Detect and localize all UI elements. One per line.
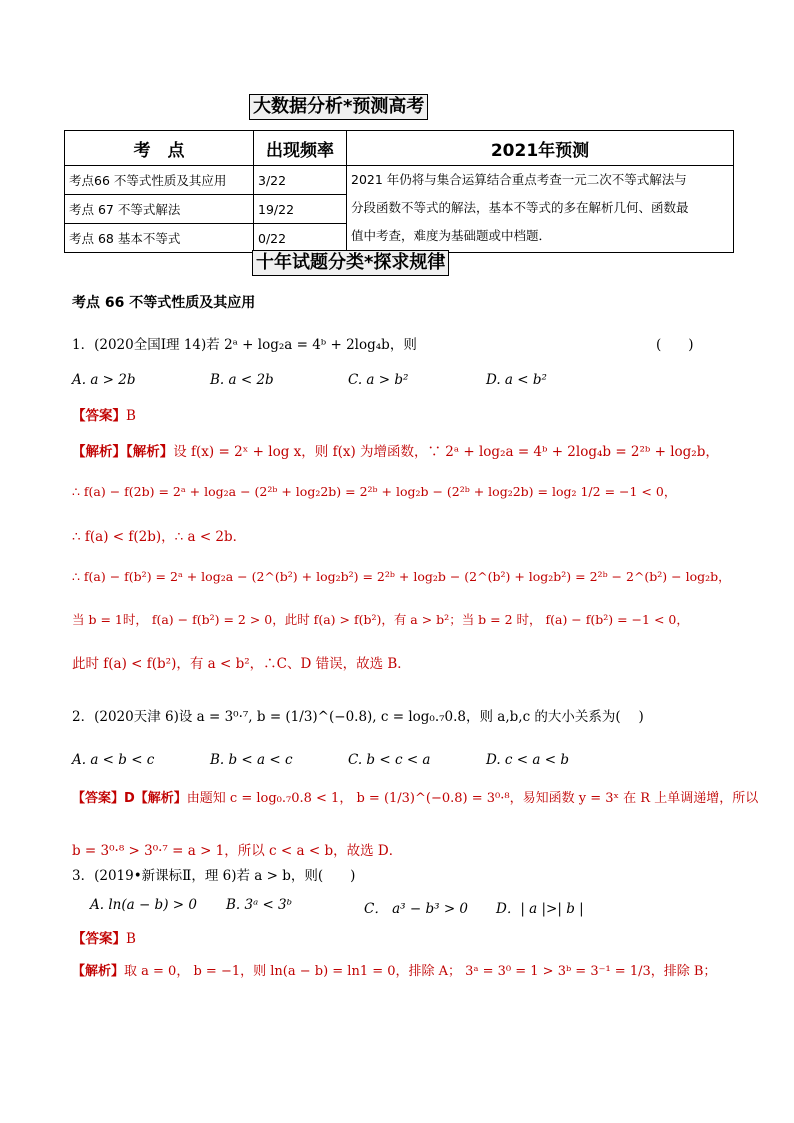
row-frequency: 0/22: [254, 224, 347, 253]
header-frequency: 出现频率: [254, 131, 347, 166]
q1-option-c: C. a > b²: [348, 372, 409, 388]
q2-option-d: D. c < a < b: [486, 752, 569, 768]
q3-option-c: C． a³ − b³ > 0: [364, 901, 469, 917]
prediction-line: 分段函数不等式的解法，基本不等式的多在解析几何、函数最: [351, 200, 689, 215]
q1-option-d: D. a < b²: [486, 372, 547, 388]
q1-analysis-line: 此时 f(a) < f(b²)，有 a < b²，∴C、D 错误，故选 B．: [72, 656, 411, 672]
q2-option-c: C. b < c < a: [348, 752, 431, 768]
analysis-tag: 【解析】: [72, 964, 125, 979]
answer-value: B: [126, 408, 136, 424]
prediction-line: 值中考查，难度为基础题或中档题．: [351, 228, 552, 243]
analysis-tag: 【解析】【解析】: [72, 444, 174, 460]
header-topic: 考 点: [65, 131, 254, 166]
q3-option-a: A. ln(a − b) > 0: [90, 897, 197, 913]
prediction-line: 2021 年仍将与集合运算结合重点考查一元二次不等式解法与: [351, 172, 687, 187]
header-prediction: 2021年预测: [347, 131, 734, 166]
q1-stem: 1．(2020全国Ⅰ理 14)若 2ᵃ + log₂a = 4ᵇ + 2log₄b，则: [72, 337, 417, 353]
table-header-row: [65, 131, 734, 166]
q2-option-b: B. b < a < c: [210, 752, 293, 768]
q1-answer: [72, 404, 136, 424]
q2-option-a: A. a < b < c: [72, 752, 155, 768]
row-topic: 考点66 不等式性质及其应用: [65, 166, 254, 195]
section-title: 考点 66 不等式性质及其应用: [72, 295, 256, 311]
q1-analysis-line: [72, 440, 719, 460]
analysis-text: 取 a = 0， b = −1，则 ln(a − b) = ln1 = 0，排除 A； 3ᵃ = 3⁰ = 1 > 3ᵇ = 3⁻¹ = 1/3，排除 B；: [124, 964, 717, 979]
q1-analysis-line: ∴ f(a) < f(2b)，∴ a < 2b．: [72, 529, 247, 545]
prediction-cell: [347, 166, 734, 253]
row-frequency: 3/22: [254, 166, 347, 195]
banner-subtitle: 十年试题分类*探求规律: [252, 250, 449, 276]
q1-option-a: A. a > 2b: [72, 372, 136, 388]
q2-answer-line: [72, 787, 758, 806]
q1-answer-paren: ( ): [656, 337, 694, 353]
q3-stem: 3．(2019•新课标Ⅱ，理 6)若 a > b，则( ): [72, 868, 356, 884]
row-topic: 考点 68 基本不等式: [65, 224, 254, 253]
q3-analysis-line: [72, 960, 716, 979]
banner-title: 大数据分析*预测高考: [249, 94, 428, 120]
row-topic: 考点 67 不等式解法: [65, 195, 254, 224]
answer-value: B: [126, 931, 136, 947]
q1-analysis-line: 当 b = 1时， f(a) − f(b²) = 2 > 0，此时 f(a) > f(b²)，有 a > b²；当 b = 2 时， f(a) − f(b²) = −1 < 0，: [72, 612, 689, 627]
stats-table: [64, 130, 734, 253]
q2-stem: 2．(2020天津 6)设 a = 3⁰·⁷, b = (1/3)^(−0.8), c = log₀.₇0.8，则 a,b,c 的大小关系为( ): [72, 709, 644, 725]
row-frequency: 19/22: [254, 195, 347, 224]
answer-tag: 【答案】: [72, 931, 126, 947]
answer-tag: 【答案】: [72, 408, 126, 424]
table-row: [65, 166, 734, 195]
analysis-text: 设 f(x) = 2ˣ + log x，则 f(x) 为增函数，∵ 2ᵃ + log₂a = 4ᵇ + 2log₄b = 2²ᵇ + log₂b，: [173, 444, 719, 460]
analysis-text: 由题知 c = log₀.₇0.8 < 1， b = (1/3)^(−0.8) = 3⁰·⁸，易知函数 y = 3ˣ 在 R 上单调递增，所以: [186, 791, 759, 806]
q3-answer: [72, 927, 136, 947]
q3-option-d: D．| a |>| b |: [496, 901, 584, 917]
q1-analysis-line: ∴ f(a) − f(b²) = 2ᵃ + log₂a − (2^(b²) + log₂b²) = 2²ᵇ + log₂b − (2^(b²) + log₂b²) = 2²ᵇ − 2^(b²) − log₂b，: [72, 569, 731, 584]
q1-analysis-line: ∴ f(a) − f(2b) = 2ᵃ + log₂a − (2²ᵇ + log₂2b) = 2²ᵇ + log₂b − (2²ᵇ + log₂2b) = log₂ 1/2 = −1 < 0，: [72, 484, 677, 499]
q3-option-b: B. 3ᵃ < 3ᵇ: [226, 897, 293, 913]
answer-tag: 【答案】D【解析】: [72, 791, 187, 806]
q2-answer-line-2: b = 3⁰·⁸ > 3⁰·⁷ = a > 1，所以 c < a < b，故选 D．: [72, 843, 403, 859]
q1-option-b: B. a < 2b: [210, 372, 274, 388]
